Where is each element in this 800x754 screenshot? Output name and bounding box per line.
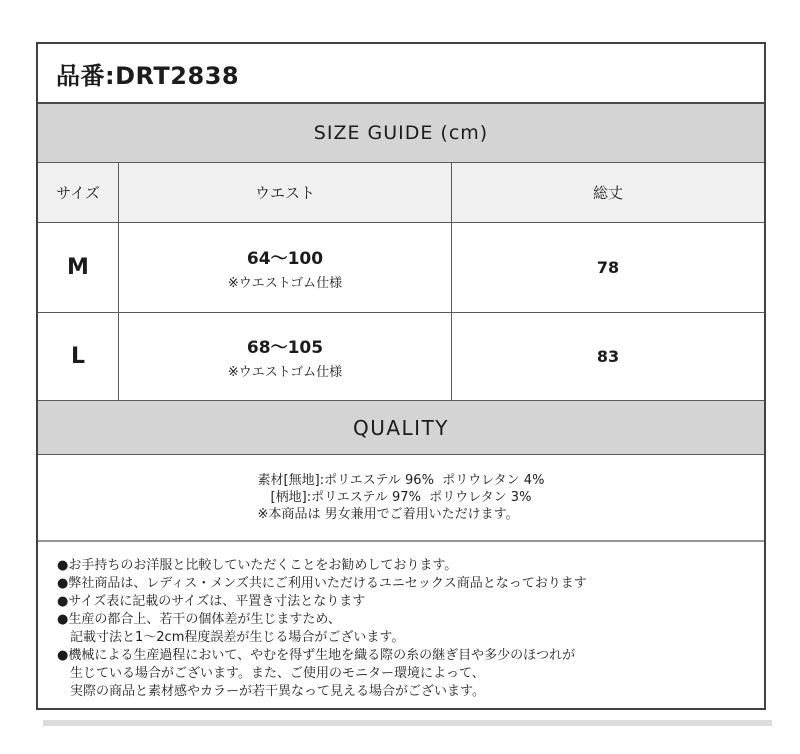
size-guide-title: SIZE GUIDE (cm) <box>313 122 489 144</box>
note-line: ●生産の都合上、若干の個体差が生じますため、 <box>57 612 341 627</box>
waist-note-l: ※ウエストゴム仕様 <box>227 365 343 380</box>
note-line: 記載寸法と1～2cm程度誤差が生じる場合がございます。 <box>57 630 405 645</box>
note-line: 実際の商品と素材感やカラーが若干異なって見える場合がございます。 <box>57 684 485 699</box>
waist-note-m: ※ウエストゴム仕様 <box>227 276 343 291</box>
waist-range-m: 64～100 <box>246 249 324 269</box>
product-code: 品番:DRT2838 <box>56 61 240 90</box>
note-line: ●サイズ表に記載のサイズは、平置き寸法となります <box>57 594 366 609</box>
note-line: ●機械による生産過程において、やむを得ず生地を織る際の糸の継ぎ目や多少のほつれが <box>57 648 576 663</box>
quality-line: [柄地]:ポリエステル 97% ポリウレタン 3% <box>257 490 532 505</box>
quality-lines <box>258 472 545 523</box>
quality-line: ※本商品は 男女兼用でご着用いただけます。 <box>257 507 519 522</box>
waist-range-l: 68～105 <box>246 338 324 358</box>
note-line: ●弊社商品は、レディス・メンズ共にご利用いただけるユニセックス商品となっております <box>57 576 587 591</box>
col-header-waist: ウエスト <box>118 163 451 222</box>
waist-cell-l <box>118 313 451 400</box>
col-header-size: サイズ <box>56 184 100 202</box>
note-line: ●お手持ちのお洋服と比較していただくことをお勧めしております。 <box>57 558 458 573</box>
size-guide-title-band <box>38 102 764 162</box>
notes-section <box>38 540 764 708</box>
size-chart-sheet <box>36 42 766 710</box>
sheet-drop-shadow <box>43 720 772 726</box>
total-length-l: 83 <box>451 313 764 400</box>
size-row-l <box>38 312 764 400</box>
waist-cell-m <box>118 223 451 312</box>
quality-content <box>38 454 764 540</box>
col-header-length: 総丈 <box>451 163 764 222</box>
size-label-m: M <box>67 255 89 280</box>
quality-title: QUALITY <box>352 415 450 440</box>
size-label-l: L <box>70 344 86 369</box>
total-length-m: 78 <box>451 223 764 312</box>
quality-line: 素材[無地]:ポリエステル 96% ポリウレタン 4% <box>257 473 545 488</box>
product-code-row <box>38 44 764 102</box>
size-row-m <box>38 222 764 312</box>
quality-title-band <box>38 400 764 454</box>
note-line: 生じている場合がございます。また、ご使用のモニター環境によって、 <box>57 666 485 681</box>
column-header-row <box>38 162 764 222</box>
